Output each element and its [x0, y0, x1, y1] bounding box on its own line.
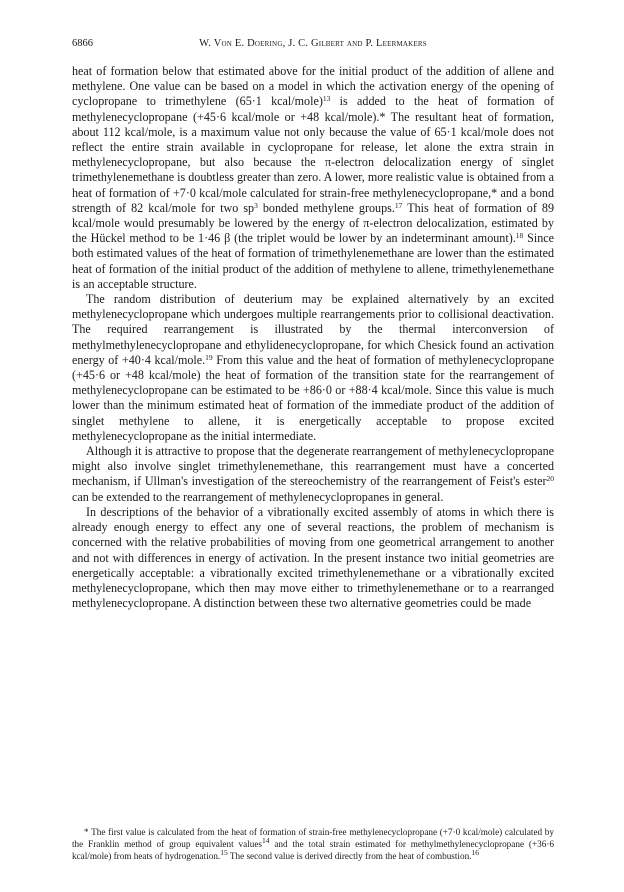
paragraph — [72, 292, 554, 444]
page-number: 6866 — [72, 38, 93, 49]
reference-superscript: 14 — [261, 836, 270, 845]
text-run: This heat of formation of 89 kcal/mole would presumably be lowered by the energy of π-electron delocalization, estimated by the Hückel method to be 1·46 β (the triplet would be lower by an indeterminant amount). — [72, 200, 555, 246]
reference-superscript: 3 — [254, 200, 258, 210]
text-run: In descriptions of the behavior of a vibrationally excited assembly of atoms in which there is already enough energy to effect any one of several reactions, the problem of mechanism is concerned with the relative probabilities of moving from one geometrical arrangement to another and not with differences in energy of activation. In the present instance two initial geometries are energetically acceptable: a vibrationally excited trimethylenemethane or a vibrationally excited methylenecyclopropane, which then may move either to trimethylenemethane or to a rearranged methylenecyclopropane. A distinction between these two alternative geometries could be made — [72, 504, 554, 611]
text-run: The second value is derived directly from the heat of combustion. — [227, 851, 472, 861]
reference-superscript: 18 — [515, 231, 524, 241]
running-header-authors: W. Von E. Doering, J. C. Gilbert and P. Leermakers — [199, 38, 427, 49]
text-run: can be extended to the rearrangement of methylenecyclopropanes in general. — [72, 489, 444, 504]
page-content — [72, 38, 554, 611]
text-run: is added to the heat of formation of methylenecyclopropane (+45·6 kcal/mole or +48 kcal/mole).* The resultant heat of formation, about 112 kcal/mole, is a maximum value not only because the value of 65·1 kcal/mole does not reflect the entire strain available in cyclopropane for release, let alone the extra strain in methylenecyclopropane, but also because the π-electron delocalization energy of singlet trimethylenemethane is doubtless greater than zero. A lower, more realistic value is obtained from a heat of formation of +7·0 kcal/mole calculated for strain-free methylenecyclopropane,* and a bond strength of 82 kcal/mole for two sp — [72, 94, 554, 215]
reference-superscript: 13 — [322, 94, 331, 104]
footnote — [72, 826, 554, 862]
text-run: The random distribution of deuterium may be explained alternatively by an excited methylenecyclopropane which undergoes multiple rearrangements prior to collisional deactivation. The required rearrangement is illustrated by the thermal interconversion of methylmethylenecyclopropane and ethylidenecyclopropane, for which Chesick found an activation energy of +40·4 kcal/mole. — [72, 292, 554, 367]
running-header — [72, 38, 554, 56]
text-run: Although it is attractive to propose that the degenerate rearrangement of methylenecyclopropane might also involve singlet trimethylenemethane, this rearrangement must have a concerted mechanism, if Ullman's investigation of the stereochemistry of the rearrangement of Feist's ester — [72, 444, 554, 489]
footnote-section — [72, 826, 554, 862]
reference-superscript: 16 — [471, 848, 479, 857]
text-run: bonded methylene groups. — [257, 200, 395, 215]
paragraph — [72, 64, 554, 292]
reference-superscript: 19 — [205, 352, 213, 362]
paragraph — [72, 444, 554, 505]
body-text — [72, 64, 554, 611]
text-run: Since both estimated values of the heat of formation of trimethylenemethane are lower than the estimated heat of formation of the initial product of the addition of methylene to allene, trimethylenemethane is an acceptable structure. — [72, 231, 554, 291]
reference-superscript: 15 — [220, 848, 228, 857]
text-run: heat of formation below that estimated above for the initial product of the addition of allene and methylene. One value can be based on a model in which the activation energy of the opening of cyclopropane to trimethylene (65·1 kcal/mole) — [72, 64, 554, 109]
text-run: From this value and the heat of formation of methylenecyclopropane (+45·6 or +48 kcal/mole) the heat of formation of the transition state for the rearrangement of methylenecyclopropane can be estimated to be +86·0 or +88·4 kcal/mole. Since this value is much lower than the minimum estimated heat of formation of the immediate product of the addition of singlet methylene to allene, it is energetically acceptable to propose excited methylenecyclopropane as the initial intermediate. — [72, 352, 554, 443]
text-run: * The first value is calculated from the heat of formation of strain-free methylenecyclopropane (+7·0 kcal/mole) calculated by the Franklin method of group equivalent values — [72, 827, 554, 849]
reference-superscript: 20 — [546, 474, 554, 484]
text-run: and the total strain estimated for methylmethylenecyclopropane (+36·6 kcal/mole) from heats of hydrogenation. — [72, 839, 554, 861]
paragraph — [72, 505, 554, 611]
reference-superscript: 17 — [394, 200, 403, 210]
